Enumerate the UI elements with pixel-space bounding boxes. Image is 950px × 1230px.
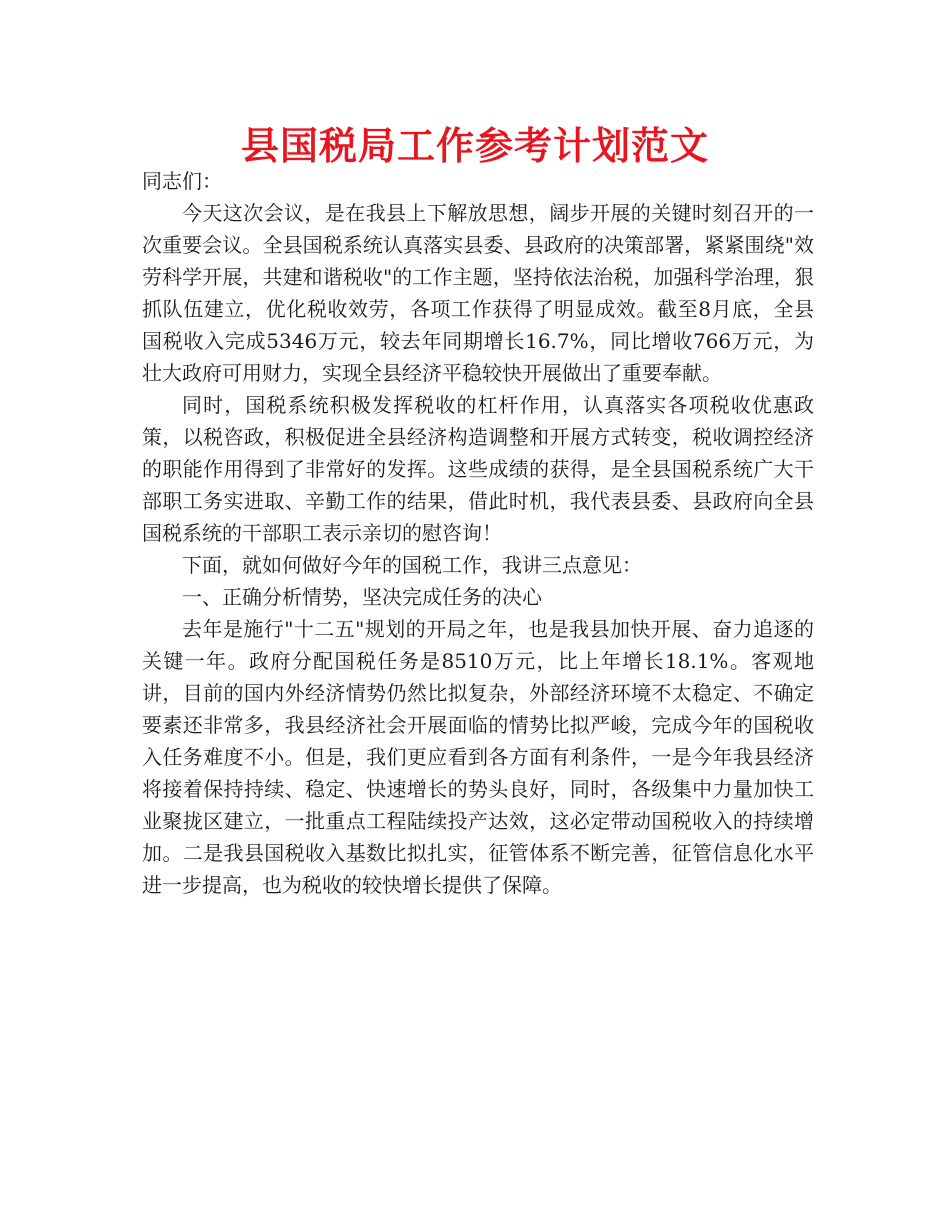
- paragraph-situation-analysis: 去年是施行"十二五"规划的开局之年，也是我县加快开展、奋力追逐的关键一年。政府分配国税任务是8510万元，比上年增长18.1%。客观地讲，目前的国内外经济情势仍然比拟复杂，外部经济环境不太稳定、不确定要素还非常多，我县经济社会开展面临的情势比拟严峻，完成今年的国税收入任务难度不小。但是，我们更应看到各方面有利条件，一是今年我县经济将接着保持持续、稳定、快速增长的势头良好，同时，各级集中力量加快工业聚拢区建立，一批重点工程陆续投产达效，这必定带动国税收入的持续增加。二是我县国税收入基数比拟扎实，征管体系不断完善，征管信息化水平进一步提高，也为税收的较快增长提供了保障。: [142, 617, 814, 897]
- document-title: 县国税局工作参考计划范文: [240, 124, 709, 168]
- paragraph-achievements: 同时，国税系统积极发挥税收的杠杆作用，认真落实各项税收优惠政策，以税咨政，积极促进全县经济构造调整和开展方式转变，税收调控经济的职能作用得到了非常好的发挥。这些成绩的获得，是全县国税系统广大干部职工务实进取、辛勤工作的结果，借此时机，我代表县委、县政府向全县国税系统的干部职工表示亲切的慰咨询！: [142, 393, 814, 545]
- salutation: 同志们：: [142, 169, 222, 193]
- section-heading-1: 一、正确分析情势，坚决完成任务的决心: [182, 585, 542, 609]
- document-body: [142, 165, 814, 901]
- paragraph-opening: 今天这次会议，是在我县上下解放思想，阔步开展的关键时刻召开的一次重要会议。全县国税系统认真落实县委、县政府的决策部署，紧紧围绕"效劳科学开展，共建和谐税收"的工作主题，坚持依法治税，加强科学治理，狠抓队伍建立，优化税收效劳，各项工作获得了明显成效。截至8月底，全县国税收入完成5346万元，较去年同期增长16.7%，同比增收766万元，为壮大政府可用财力，实现全县经济平稳较快开展做出了重要奉献。: [142, 201, 814, 385]
- paragraph-intro-points: 下面，就如何做好今年的国税工作，我讲三点意见：: [182, 553, 642, 577]
